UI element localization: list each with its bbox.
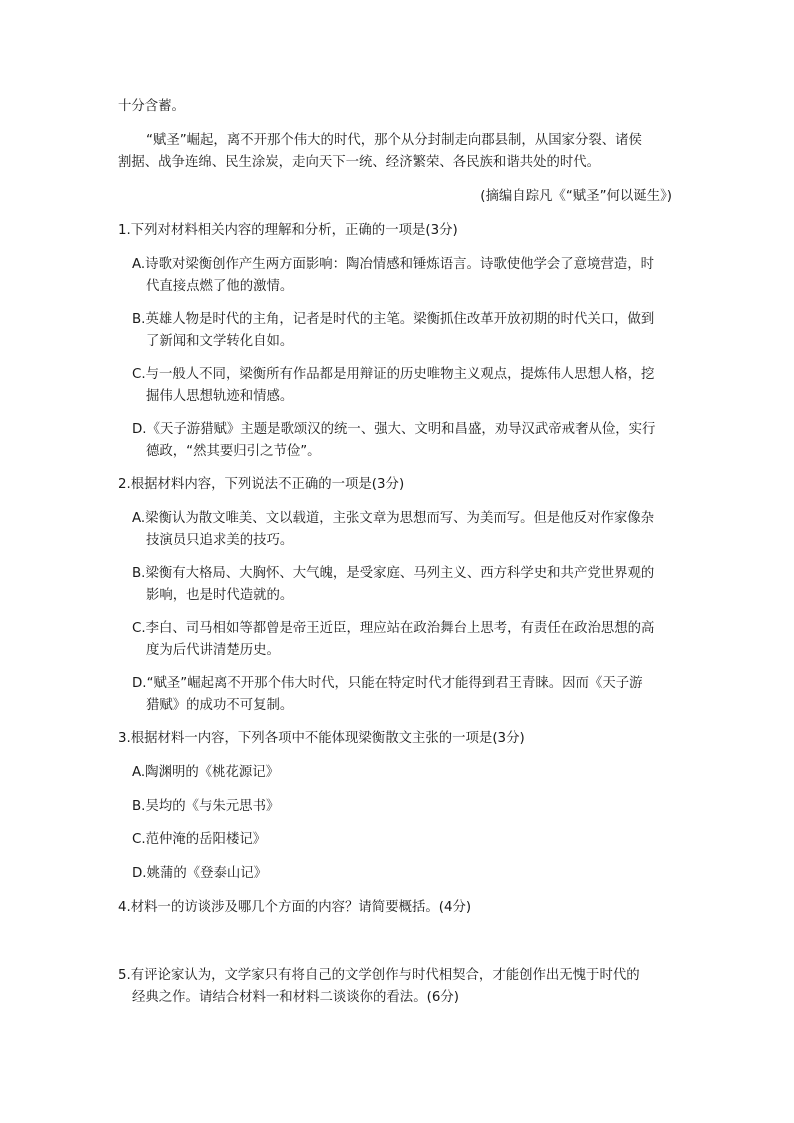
intro-paragraph-line-1: “赋圣”崛起，离不开那个伟大的时代，那个从分封制走向郡县制，从国家分裂、诸侯	[146, 133, 642, 148]
intro-paragraph-line-2: 割据、战争连绵、民生涂炭，走向天下一统、经济繁荣、各民族和谐共处的时代。	[118, 155, 601, 170]
q3-option-d: D.姚蒲的《登泰山记》	[132, 866, 268, 881]
intro-continuation: 十分含蓄。	[118, 99, 185, 114]
q1-option-d-line-1: D.《天子游猎赋》主题是歌颂汉的统一、强大、文明和昌盛，劝导汉武帝戒奢从俭，实行	[132, 422, 656, 437]
q1-option-a-line-1: A.诗歌对梁衡创作产生两方面影响：陶冶情感和锤炼语言。诗歌使他学会了意境营造，时	[132, 257, 655, 272]
q1-option-b-line-1: B.英雄人物是时代的主角，记者是时代的主笔。梁衡抓住改革开放初期的时代关口，做到	[132, 312, 655, 327]
question-3-stem: 3.根据材料一内容，下列各项中不能体现梁衡散文主张的一项是(3分)	[118, 731, 525, 746]
q1-option-a-line-2: 代直接点燃了他的激情。	[146, 279, 294, 294]
q3-option-b: B.吴均的《与朱元思书》	[132, 799, 280, 814]
question-5-stem-line-1: 5.有评论家认为，文学家只有将自己的文学创作与时代相契合，才能创作出无愧于时代的	[118, 968, 640, 983]
q2-option-a-line-1: A.梁衡认为散文唯美、文以载道，主张文章为思想而写、为美而写。但是他反对作家像杂	[132, 511, 655, 526]
q2-option-b-line-1: B.梁衡有大格局、大胸怀、大气魄，是受家庭、马列主义、西方科学史和共产党世界观的	[132, 566, 655, 581]
q3-option-a: A.陶渊明的《桃花源记》	[132, 765, 280, 780]
source-citation: (摘编自踪凡《“赋圣”何以诞生》)	[480, 189, 672, 204]
q3-option-c: C.范仲淹的岳阳楼记》	[132, 832, 267, 847]
q1-option-d-line-2: 德政，“然其要归引之节俭”。	[146, 444, 321, 459]
q2-option-c-line-1: C.李白、司马相如等都曾是帝王近臣，理应站在政治舞台上思考，有责任在政治思想的高	[132, 621, 655, 636]
q1-option-c-line-1: C.与一般人不同，梁衡所有作品都是用辩证的历史唯物主义观点，提炼伟人思想人格，挖	[132, 367, 655, 382]
question-2-stem: 2.根据材料内容，下列说法不正确的一项是(3分)	[118, 477, 405, 492]
question-4-stem: 4.材料一的访谈涉及哪几个方面的内容？请简要概括。(4分)	[118, 900, 472, 915]
q1-option-c-line-2: 掘伟人思想轨迹和情感。	[146, 389, 294, 404]
q2-option-a-line-2: 技演员只追求美的技巧。	[146, 533, 294, 548]
question-5-stem-line-2: 经典之作。请结合材料一和材料二谈谈你的看法。(6分)	[132, 990, 459, 1005]
q2-option-d-line-1: D.“赋圣”崛起离不开那个伟大时代，只能在特定时代才能得到君王青睐。因而《天子游	[132, 676, 643, 691]
q2-option-d-line-2: 猎赋》的成功不可复制。	[146, 698, 294, 713]
q1-option-b-line-2: 了新闻和文学转化自如。	[146, 334, 294, 349]
q2-option-c-line-2: 度为后代讲清楚历史。	[146, 643, 280, 658]
question-1-stem: 1.下列对材料相关内容的理解和分析，正确的一项是(3分)	[118, 223, 458, 238]
q2-option-b-line-2: 影响，也是时代造就的。	[146, 588, 294, 603]
